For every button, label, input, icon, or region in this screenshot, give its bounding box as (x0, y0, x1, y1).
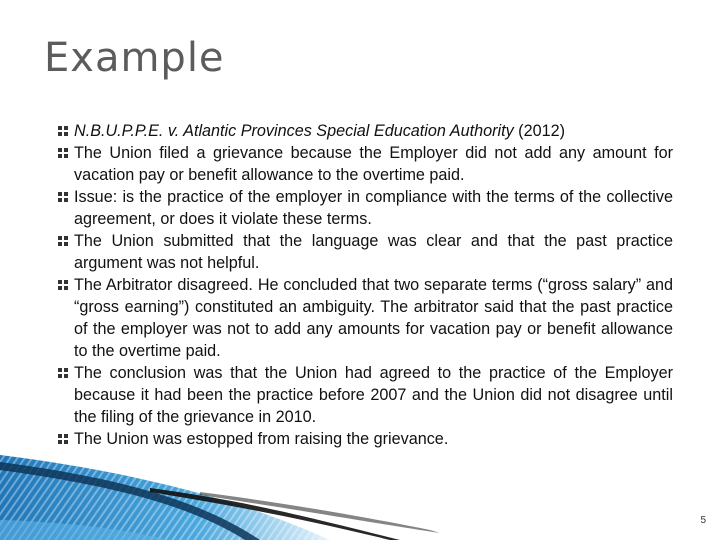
bullet-item-issue (58, 186, 673, 230)
case-citation: N.B.U.P.P.E. v. Atlantic Provinces Special Education Authority (74, 122, 514, 140)
bullet-list (58, 120, 673, 450)
slide-title: Example (44, 35, 225, 81)
bullet-text: The conclusion was that the Union had agreed to the practice of the Employer because it had been the practice before 2007 and the Union did not disagree until the filing of the grievance in 2010. (74, 364, 673, 426)
square-grid-bullet-icon (58, 236, 68, 246)
bullet-item-case (58, 120, 673, 142)
square-grid-bullet-icon (58, 280, 68, 290)
square-grid-bullet-icon (58, 192, 68, 202)
square-grid-bullet-icon (58, 434, 68, 444)
square-grid-bullet-icon (58, 126, 68, 136)
bullet-text: The Union submitted that the language was clear and that the past practice argument was not helpful. (74, 232, 673, 272)
bullet-item-arbitrator (58, 274, 673, 362)
bullet-text: The Arbitrator disagreed. He concluded that two separate terms (“gross salary” and “gross earning”) constituted an ambiguity. The arbitrator said that the past practice of the employer was not to add any amounts for vacation pay or benefit allowance to the overtime paid. (74, 276, 673, 360)
bullet-item-union-submission (58, 230, 673, 274)
bullet-item-grievance (58, 142, 673, 186)
bullet-item-conclusion (58, 362, 673, 428)
slide-number: 5 (700, 515, 706, 526)
square-grid-bullet-icon (58, 148, 68, 158)
bullet-text: The Union was estopped from raising the grievance. (74, 430, 449, 448)
bullet-item-estopped (58, 428, 673, 450)
bullet-text: The Union filed a grievance because the Employer did not add any amount for vacation pay or benefit allowance to the overtime paid. (74, 144, 673, 184)
square-grid-bullet-icon (58, 368, 68, 378)
bullet-text: Issue: is the practice of the employer in compliance with the terms of the collective agreement, or does it violate these terms. (74, 188, 673, 228)
case-year: (2012) (513, 122, 565, 140)
